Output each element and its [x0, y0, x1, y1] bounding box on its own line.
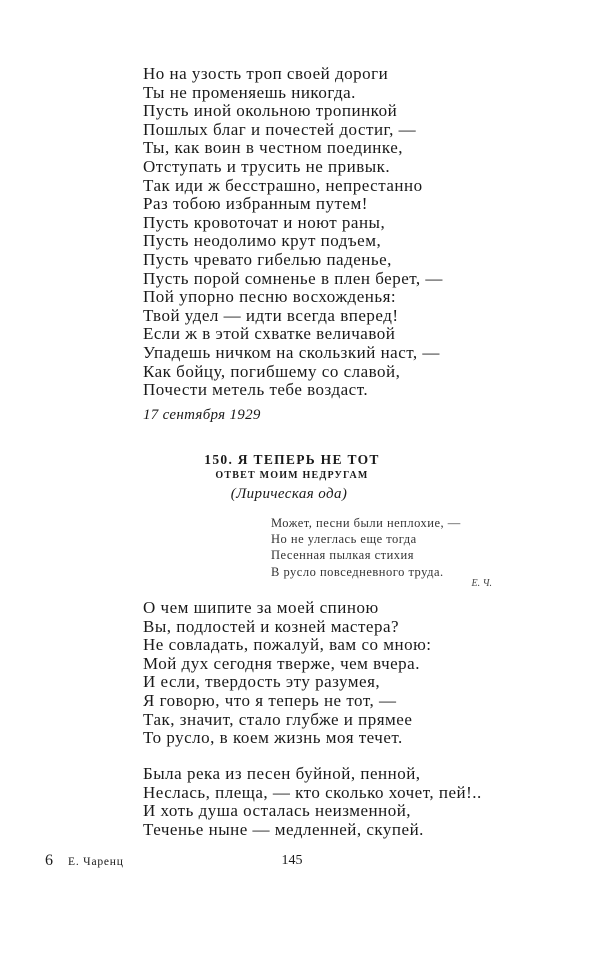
verse-line: Раз тобою избранным путем!	[143, 194, 368, 214]
verse-line: И хоть душа осталась неизменной,	[143, 801, 412, 821]
verse-line: Пусть порой сомненье в плен берет, —	[143, 268, 443, 288]
poem-title: 150. Я ТЕПЕРЬ НЕ ТОТ	[204, 452, 380, 467]
verse-line: Пусть чревато гибелью паденье,	[143, 249, 392, 269]
verse-line: Пошлых благ и почестей достиг, —	[143, 119, 417, 139]
verse-line: Не совладать, пожалуй, вам со мною:	[143, 635, 432, 655]
epigraph	[271, 515, 461, 580]
verse-line: Пой упорно песню восхожденья:	[143, 287, 397, 307]
poem-subtitle: ОТВЕТ МОИМ НЕДРУГАМ	[215, 470, 369, 481]
epigraph-line: В русло повседневного труда.	[271, 564, 444, 579]
verse-line: Пусть неодолимо крут подъем,	[143, 231, 382, 251]
stanza-2	[143, 765, 482, 839]
verse-line: Ты, как воин в честном поединке,	[143, 138, 404, 158]
verse-line: Упадешь ничком на скользкий наст, —	[143, 342, 440, 362]
verse-line: Теченье ныне — медленней, скупей.	[143, 819, 424, 839]
epigraph-line: Может, песни были неплохие, —	[271, 516, 461, 530]
verse-line: Твой удел — идти всегда вперед!	[143, 305, 399, 325]
verse-line: Отступать и трусить не привык.	[143, 156, 391, 176]
book-author: Е. Чаренц	[68, 856, 124, 868]
verse-line: Пусть иной окольною тропинкой	[143, 101, 398, 121]
verse-line: О чем шипите за моей спиною	[143, 598, 379, 617]
verse-line: Если ж в этой схватке величавой	[143, 324, 396, 344]
verse-line: Так, значит, стало глубже и прямее	[143, 709, 413, 729]
stanza-1	[143, 599, 432, 748]
poem-continuation	[143, 65, 443, 400]
verse-line: Мой дух сегодня тверже, чем вчера.	[143, 653, 420, 673]
poem-date: 17 сентября 1929	[143, 407, 261, 423]
epigraph-line: Но не улеглась еще тогда	[271, 532, 417, 547]
verse-line: Вы, подлостей и козней мастера?	[143, 616, 400, 636]
verse-line: И если, твердость эту разумея,	[143, 672, 381, 692]
verse-line: Так иди ж бесстрашно, непрестанно	[143, 175, 423, 195]
signature-mark: 6	[45, 852, 53, 869]
verse-line: Была река из песен буйной, пенной,	[143, 764, 421, 783]
verse-line: Я говорю, что я теперь не тот, —	[143, 690, 397, 710]
verse-line: Почести метель тебе воздаст.	[143, 380, 369, 400]
verse-line: Но на узость троп своей дороги	[143, 64, 389, 83]
verse-line: Ты не променяешь никогда.	[143, 82, 356, 102]
poem-genre: (Лирическая ода)	[230, 486, 348, 502]
epigraph-line: Песенная пылкая стихия	[271, 548, 414, 563]
verse-line: То русло, в коем жизнь моя течет.	[143, 728, 403, 748]
verse-line: Пусть кровоточат и ноют раны,	[143, 212, 386, 232]
verse-line: Неслась, плеща, — кто сколько хочет, пей!..	[143, 782, 482, 802]
epigraph-author: Е. Ч.	[471, 578, 492, 589]
page-number: 145	[281, 853, 303, 868]
verse-line: Как бойцу, погибшему со славой,	[143, 361, 401, 381]
